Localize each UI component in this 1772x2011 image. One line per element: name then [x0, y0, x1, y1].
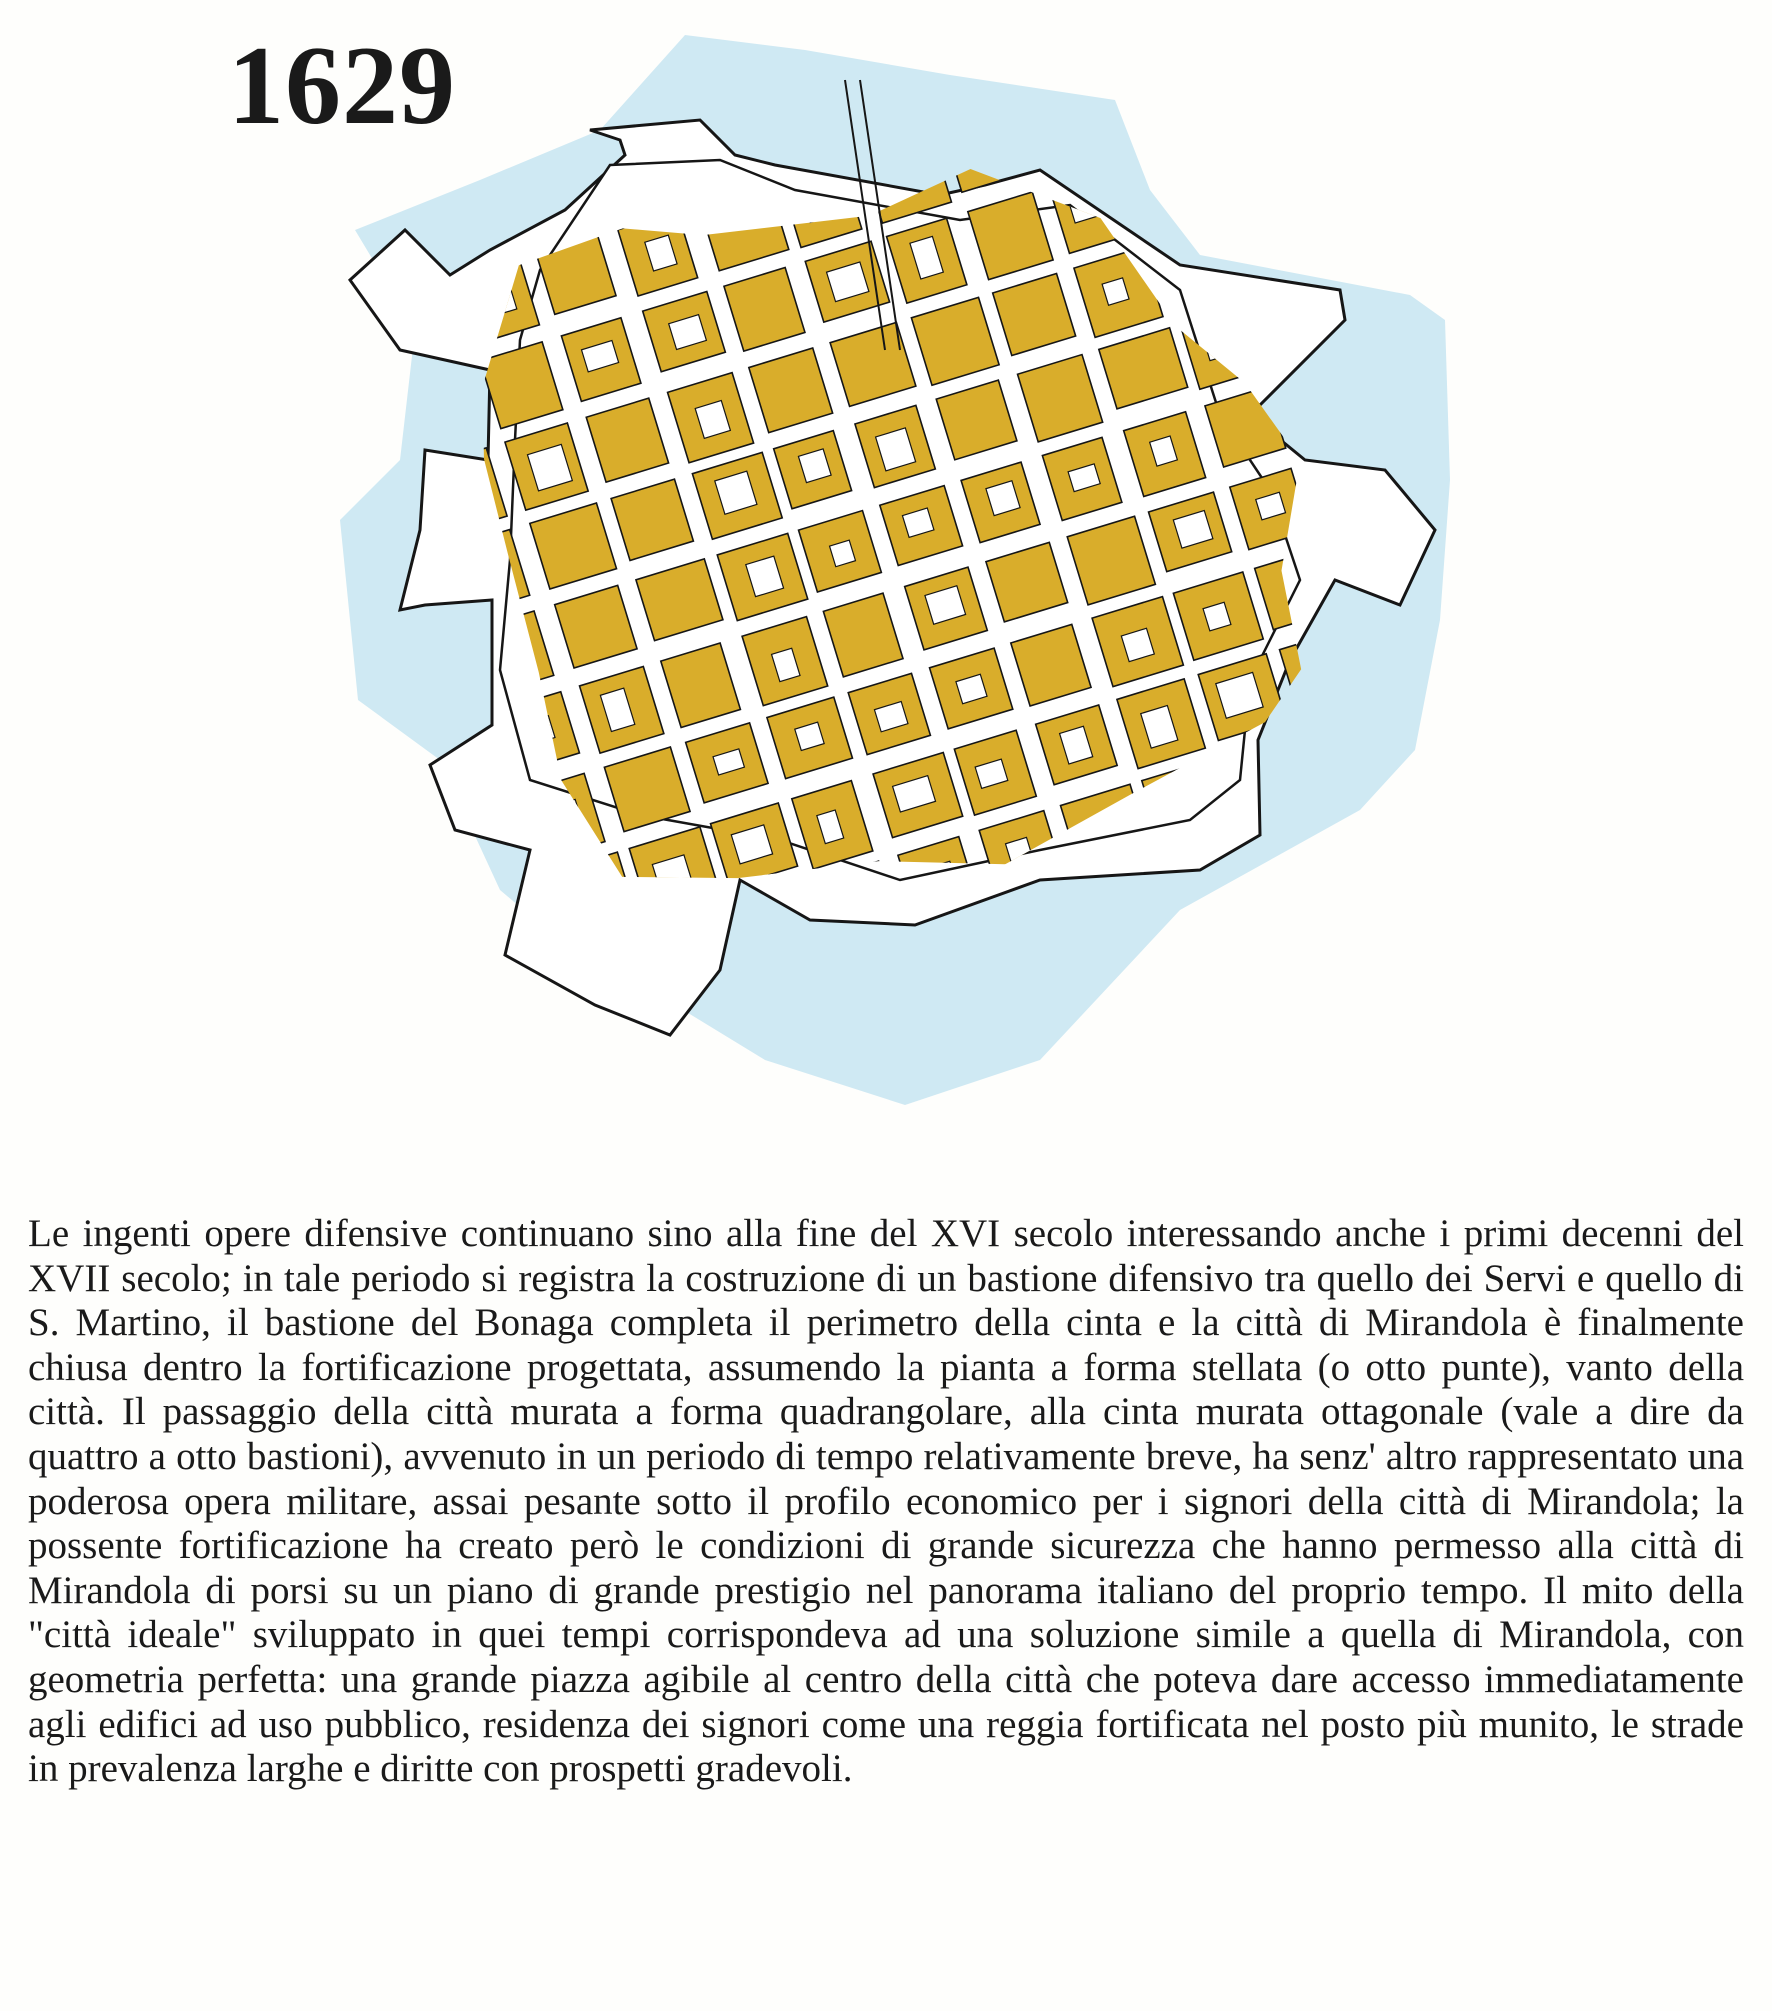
description-paragraph: Le ingenti opere difensive continuano sino alla fine del XVI secolo interessando anche i primi decenni del XVII secolo; in tale periodo si registra la costruzione di un bastione difensivo tra quello dei Servi e quello di S. Martino, il bastione del Bonaga completa il perimetro della cinta e la città di Mirandola è finalmente chiusa dentro la fortificazione progettata, assumendo la pianta a forma stellata (o otto punte), vanto della città. Il passaggio della città murata a forma quadrangolare, alla cinta murata ottagonale (vale a dire da quattro a otto bastioni), avvenuto in un periodo di tempo relativamente breve, ha senz' altro rappresentato una poderosa opera militare, assai pesante sotto il profilo economico per i signori della città di Mirandola; la possente fortificazione ha creato però le condizioni di grande sicurezza che hanno permesso alla città di Mirandola di porsi su un piano di grande prestigio nel panorama italiano del proprio tempo. Il mito della "città ideale" sviluppato in quei tempi corrispondeva ad una soluzione simile a quella di Mirandola, con geometria perfetta: una grande piazza agibile al centro della città che poteva dare accesso immediatamente agli edifici ad uso pubblico, residenza dei signori come una reggia fortificata nel posto più munito, le strade in prevalenza larghe e diritte con prospetti gradevoli. [28, 1212, 1744, 1791]
fortress-city-map [340, 20, 1490, 1110]
courtyard [1261, 223, 1307, 267]
map-year-title: 1629 [228, 24, 456, 148]
courtyard [1158, 169, 1195, 203]
courtyard [1122, 81, 1166, 122]
building-block [1212, 116, 1301, 204]
courtyard [1239, 142, 1275, 181]
courtyard [622, 1036, 659, 1072]
star-fort-plan [340, 20, 1490, 1110]
building-block [1410, 769, 1490, 852]
building-block [1187, 35, 1274, 122]
